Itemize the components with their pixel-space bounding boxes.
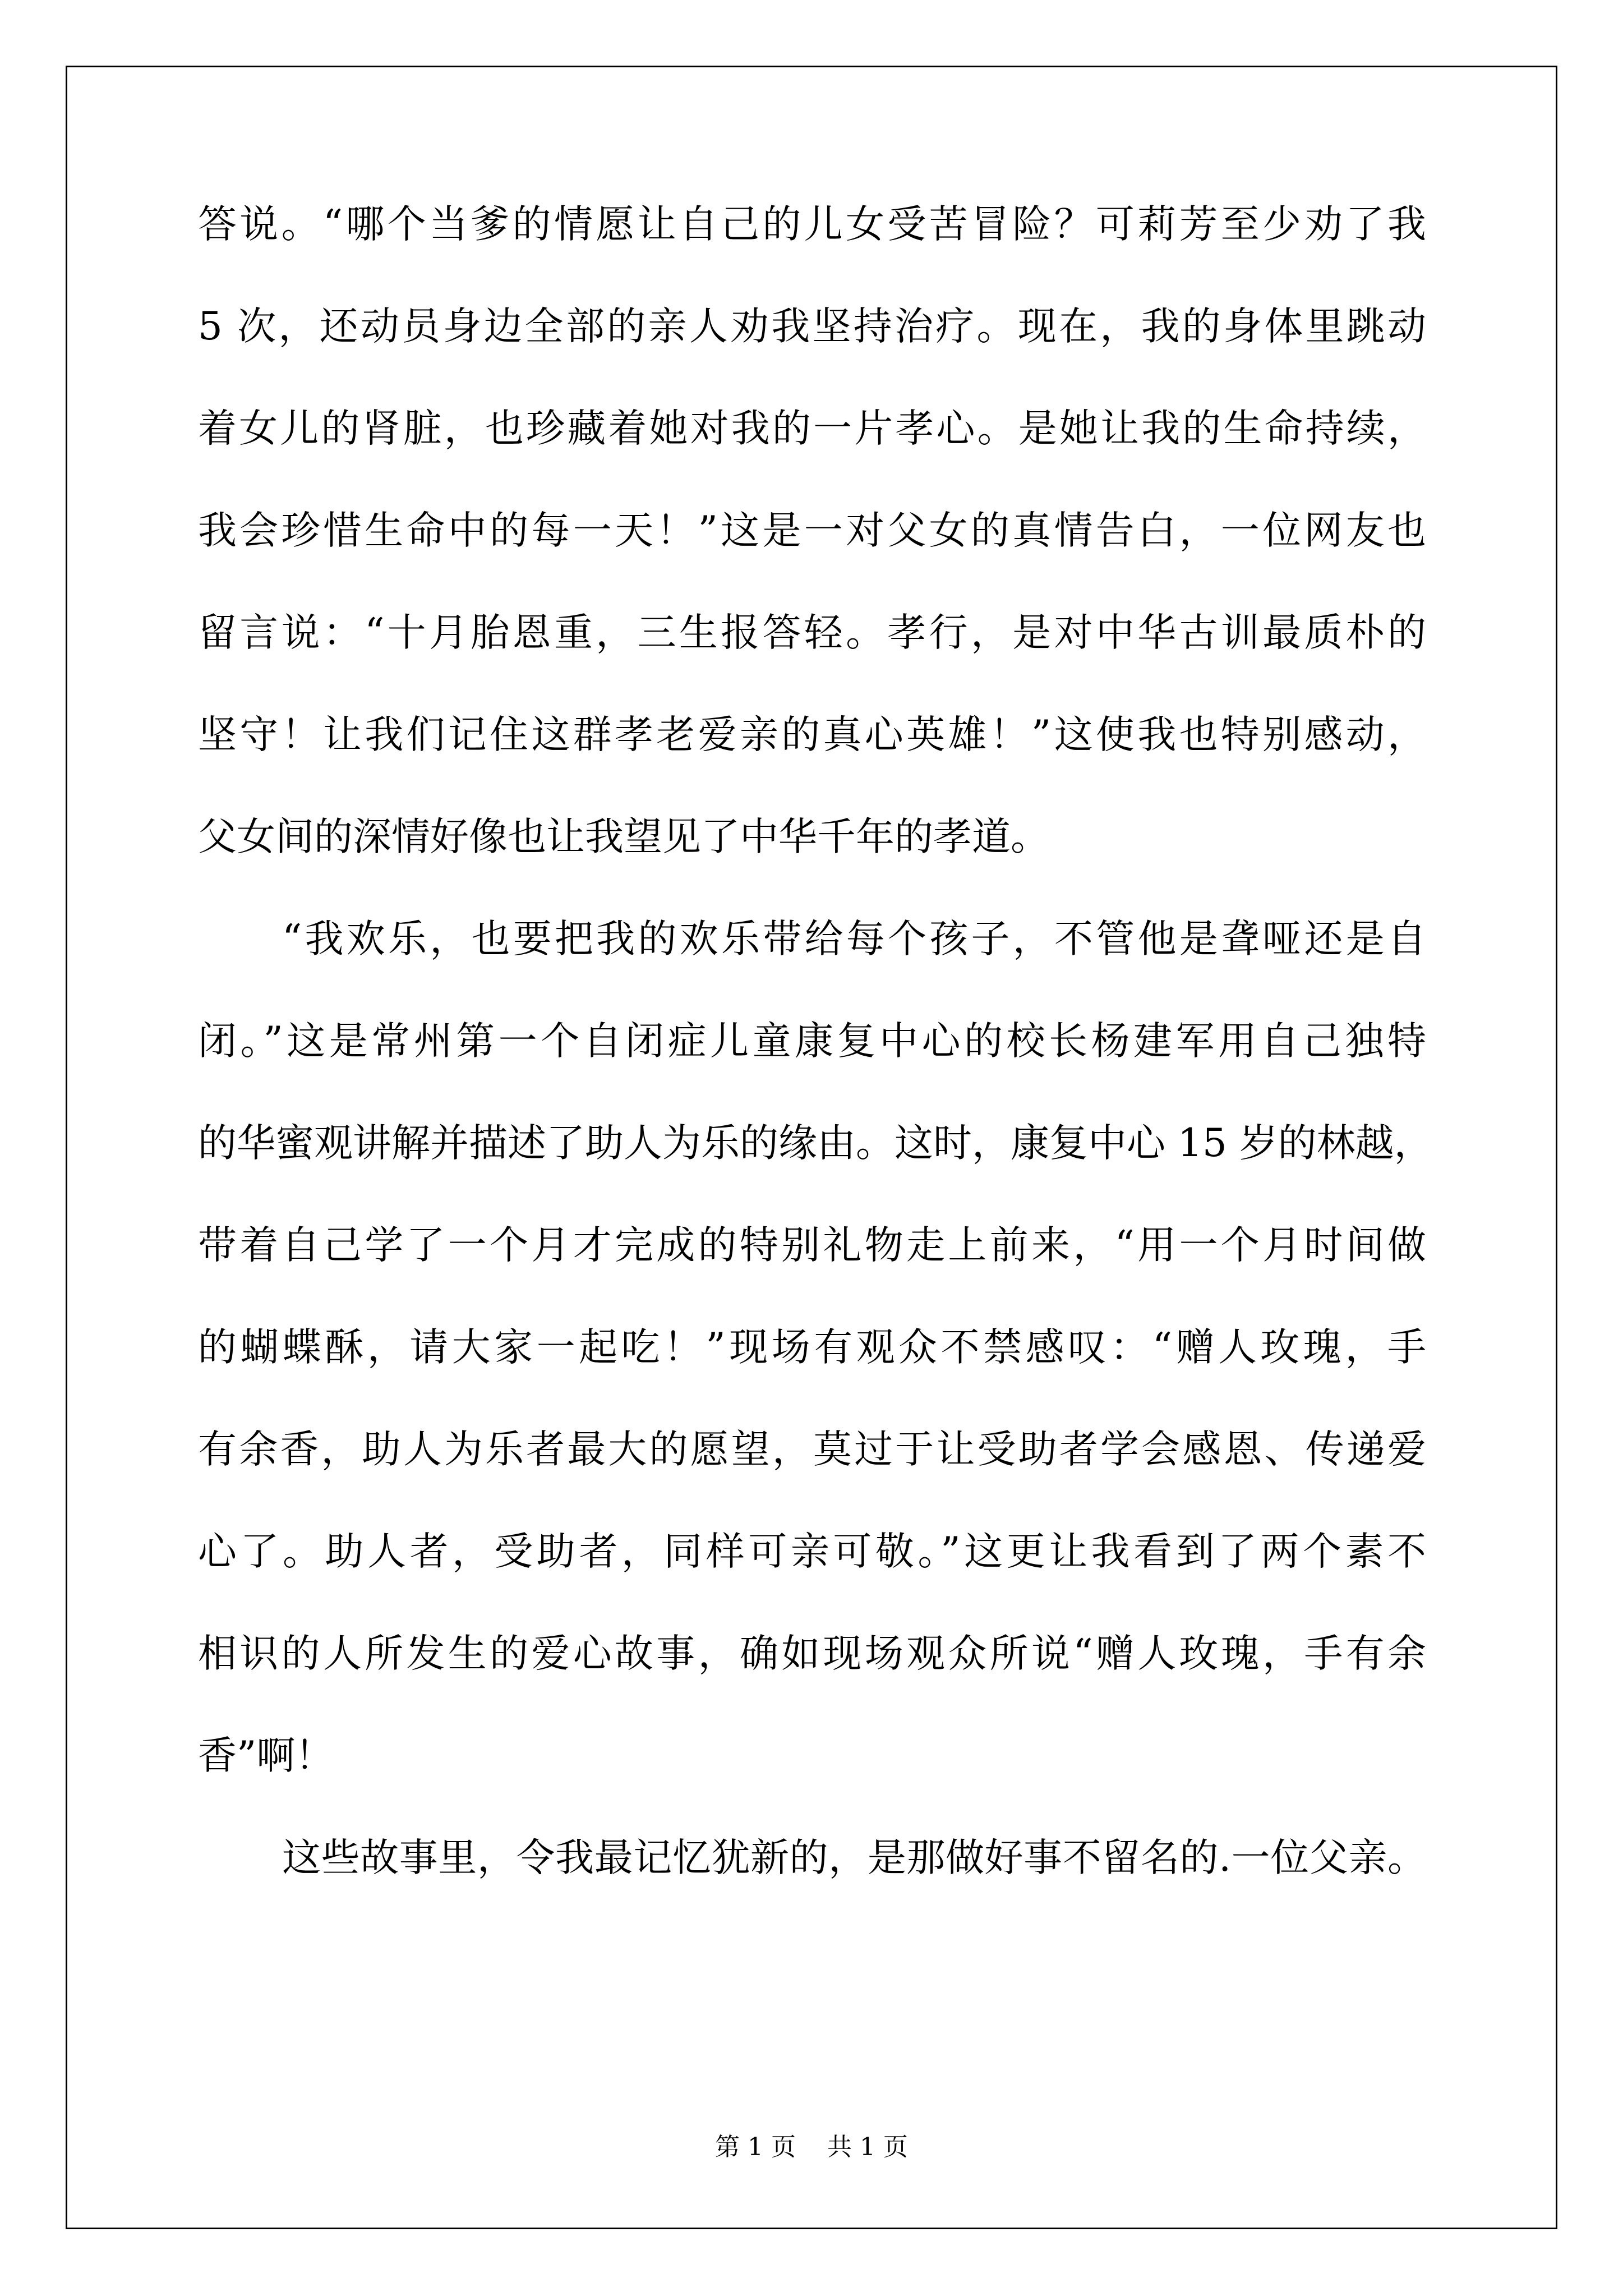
text-line: 父女间的深情好像也让我望见了中华千年的孝道。 <box>198 815 1049 859</box>
text-line: 有余香，助人为乐者最大的愿望，莫过于让受助者学会感恩、传递爱 <box>198 1427 1426 1472</box>
text-line: 相识的人所发生的爱心故事，确如现场观众所说“赠人玫瑰，手有余 <box>198 1631 1426 1676</box>
text-line: “我欢乐，也要把我的欢乐带给每个孩子，不管他是聋哑还是自 <box>282 917 1426 961</box>
text-line: 心了。助人者，受助者，同样可亲可敬。”这更让我看到了两个素不 <box>198 1529 1426 1574</box>
text-line: 我会珍惜生命中的每一天！”这是一对父女的真情告白，一位网友也 <box>198 508 1426 553</box>
text-line: 的蝴蝶酥，请大家一起吃！”现场有观众不禁感叹：“赠人玫瑰，手 <box>198 1325 1426 1370</box>
document-body <box>198 202 1433 1941</box>
text-line: 带着自己学了一个月才完成的特别礼物走上前来，“用一个月时间做 <box>198 1223 1426 1268</box>
page-footer <box>0 2135 1623 2160</box>
page-number: 第 1 页 <box>715 2133 796 2161</box>
page-total: 共 1 页 <box>827 2133 908 2161</box>
text-line: 着女儿的肾脏，也珍藏着她对我的一片孝心。是她让我的生命持续， <box>198 406 1426 451</box>
text-line: 香”啊！ <box>198 1733 334 1778</box>
text-line: 这些故事里，令我最记忆犹新的，是那做好事不留名的.一位父亲。 <box>282 1835 1426 1880</box>
text-line: 的华蜜观讲解并描述了助人为乐的缘由。这时，康复中心 15 岁的林越， <box>198 1121 1433 1166</box>
text-line: 5 次，还动员身边全部的亲人劝我坚持治疗。现在，我的身体里跳动 <box>198 304 1426 349</box>
text-line: 留言说：“十月胎恩重，三生报答轻。孝行，是对中华古训最质朴的 <box>198 610 1426 655</box>
text-line: 闭。”这是常州第一个自闭症儿童康复中心的校长杨建军用自己独特 <box>198 1019 1426 1064</box>
text-line: 答说。“哪个当爹的情愿让自己的儿女受苦冒险？可莉芳至少劝了我 <box>198 202 1426 247</box>
text-line: 坚守！让我们记住这群孝老爱亲的真心英雄！”这使我也特别感动， <box>198 712 1426 757</box>
